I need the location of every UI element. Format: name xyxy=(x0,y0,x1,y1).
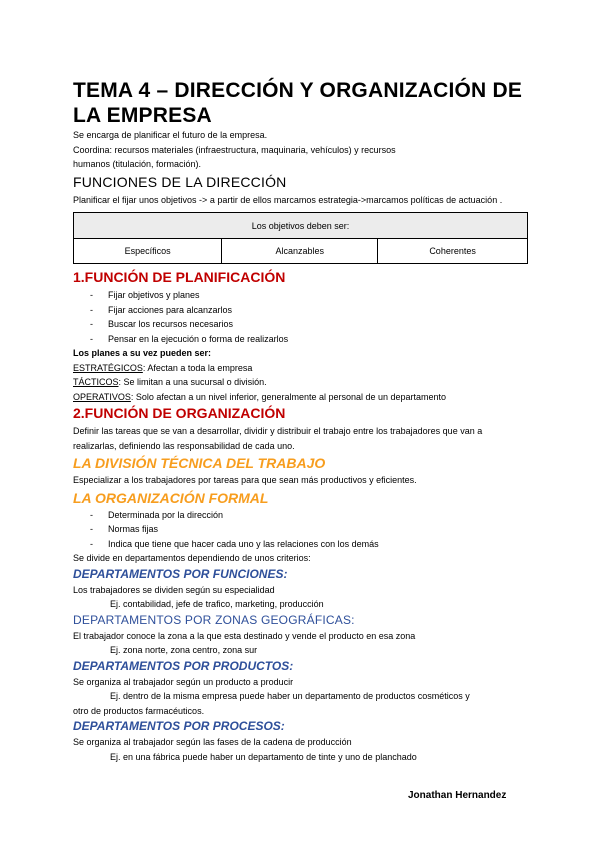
dept-text: Se organiza al trabajador según un producto a producir xyxy=(73,676,294,687)
plan-line xyxy=(73,361,528,376)
dept-procesos-heading: DEPARTAMENTOS POR PROCESOS: xyxy=(73,719,285,733)
objetivos-table xyxy=(73,212,528,264)
planificacion-heading: 1.FUNCIÓN DE PLANIFICACIÓN xyxy=(73,269,286,285)
intro-line: Se encarga de planificar el futuro de la empresa. xyxy=(73,130,268,140)
dept-example: Ej. contabilidad, jefe de trafico, marketing, producción xyxy=(110,599,324,609)
objetivos-table-header: Los objetivos deben ser: xyxy=(74,213,528,239)
list-item: - Fijar objetivos y planes xyxy=(73,288,528,303)
dept-example-cont: otro de productos farmacéuticos. xyxy=(73,705,205,716)
dept-example: Ej. dentro de la misma empresa puede haber un departamento de productos cosméticos y xyxy=(110,691,470,701)
list-item: - Determinada por la dirección xyxy=(73,508,528,523)
list-item: - Pensar en la ejecución o forma de realizarlos xyxy=(73,332,528,347)
plan-term: OPERATIVOS xyxy=(73,391,131,402)
division-heading: LA DIVISIÓN TÉCNICA DEL TRABAJO xyxy=(73,455,326,471)
list-item: - Indica que tiene que hacer cada uno y las relaciones con los demás xyxy=(73,537,528,552)
planificacion-list xyxy=(73,288,528,346)
formal-list xyxy=(73,508,528,552)
dept-example: Ej. en una fábrica puede haber un departamento de tinte y uno de planchado xyxy=(110,751,417,762)
dept-text: El trabajador conoce la zona a la que esta destinado y vende el producto en esa zona xyxy=(73,630,416,641)
author-name: Jonathan Hernandez xyxy=(408,790,507,801)
dept-text: Los trabajadores se dividen según su especialidad xyxy=(73,584,275,595)
plan-line xyxy=(73,390,528,405)
funciones-heading: FUNCIONES DE LA DIRECCIÓN xyxy=(73,173,287,190)
objetivos-cell: Específicos xyxy=(74,239,222,264)
planes-label: Los planes a su vez pueden ser: xyxy=(73,348,212,358)
formal-after: Se divide en departamentos dependiendo de unos criterios: xyxy=(73,553,311,563)
list-item: - Fijar acciones para alcanzarlos xyxy=(73,303,528,318)
plan-term: TÁCTICOS xyxy=(73,377,119,387)
plan-term: ESTRATÉGICOS xyxy=(73,362,143,373)
intro-block xyxy=(73,128,528,172)
list-item: - Buscar los recursos necesarios xyxy=(73,317,528,332)
division-text: Especializar a los trabajadores por tareas para que sean más productivos y eficientes. xyxy=(73,475,417,485)
objetivos-cell: Coherentes xyxy=(378,239,528,264)
dept-funciones-heading: DEPARTAMENTOS POR FUNCIONES: xyxy=(73,566,288,581)
page-title: TEMA 4 – DIRECCIÓN Y ORGANIZACIÓN DE LA EMPRESA xyxy=(73,79,523,127)
plan-desc: : Afectan a toda la empresa xyxy=(142,362,253,373)
dept-productos-heading: DEPARTAMENTOS POR PRODUCTOS: xyxy=(73,658,294,673)
funciones-text: Planificar el fijar unos objetivos -> a partir de ellos marcamos estrategia->marcamos políticas de actuación . xyxy=(73,194,503,205)
dept-text: Se organiza al trabajador según las fases de la cadena de producción xyxy=(73,737,352,747)
list-item: - Normas fijas xyxy=(73,522,528,537)
objetivos-cell: Alcanzables xyxy=(222,239,378,264)
intro-line: Coordina: recursos materiales (infraestructura, maquinaria, vehículos) y recursos xyxy=(73,144,396,155)
formal-heading: LA ORGANIZACIÓN FORMAL xyxy=(73,489,269,506)
plan-desc: : Se limitan a una sucursal o división. xyxy=(118,377,267,387)
document-page xyxy=(73,78,528,764)
plan-desc: : Solo afectan a un nivel inferior, generalmente al personal de un departamento xyxy=(130,391,447,402)
organizacion-heading: 2.FUNCIÓN DE ORGANIZACIÓN xyxy=(73,405,286,421)
dept-example: Ej. zona norte, zona centro, zona sur xyxy=(110,645,258,655)
organizacion-text: Definir las tareas que se van a desarrollar, dividir y distribuir el trabajo entre los trabajadores que van a realizarlas, definiendo las responsabilidad de cada uno. xyxy=(73,426,483,451)
intro-line: humanos (titulación, formación). xyxy=(73,159,202,169)
plan-line xyxy=(73,375,528,390)
dept-zonas-heading: DEPARTAMENTOS POR ZONAS GEOGRÁFICAS: xyxy=(73,612,355,627)
